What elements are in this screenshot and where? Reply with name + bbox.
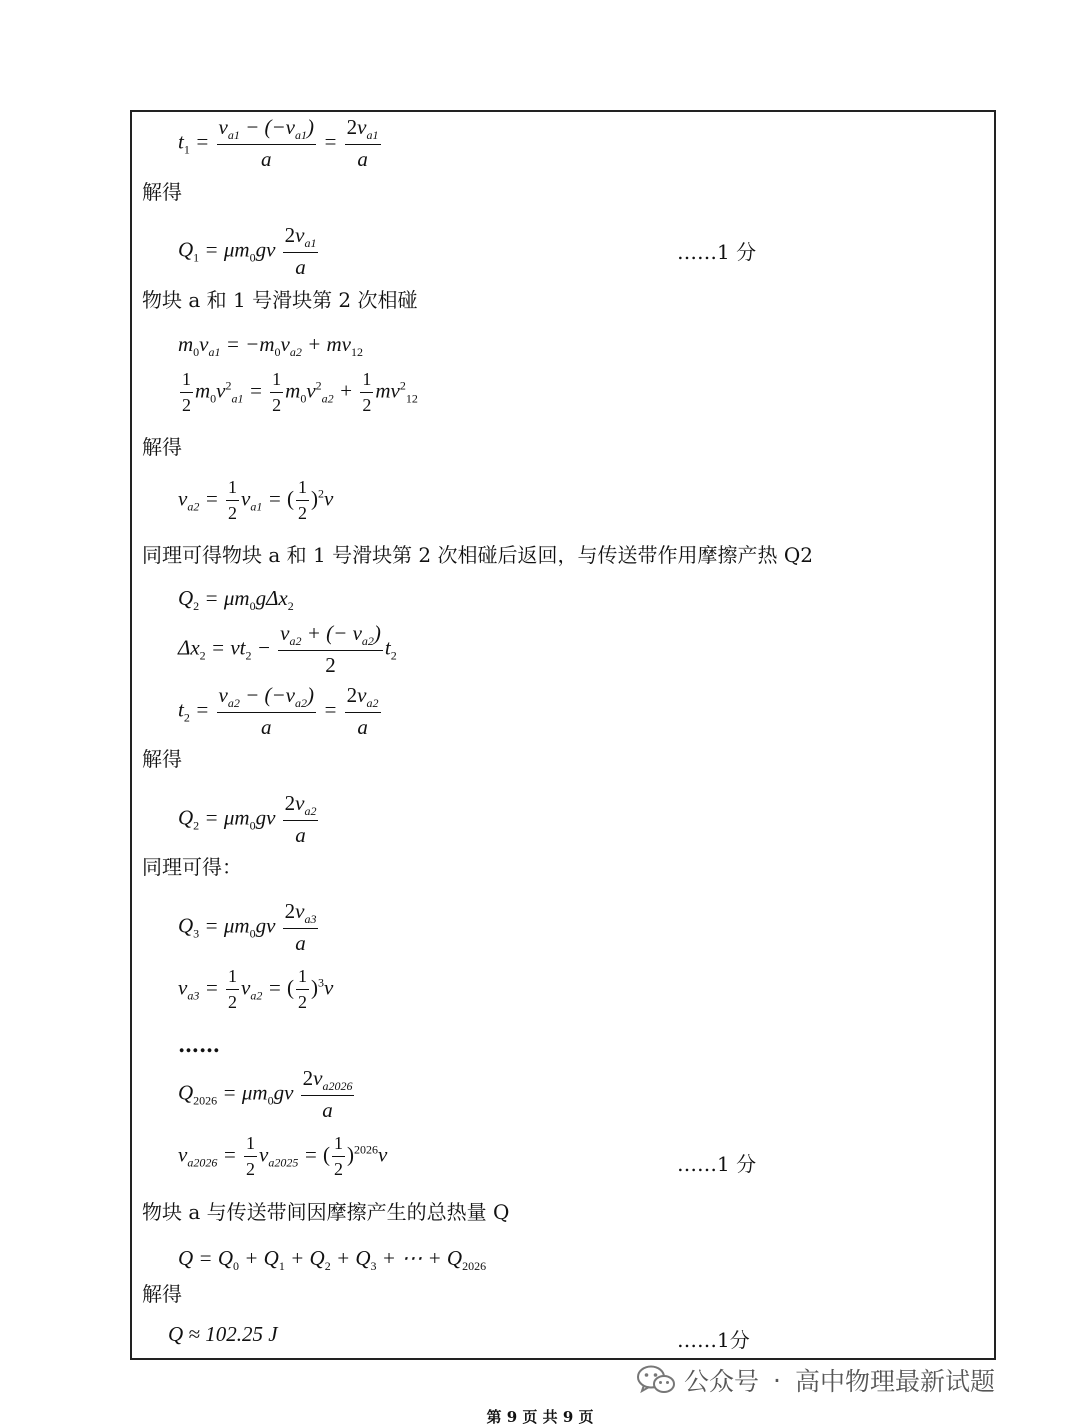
- formula-va3: $v_{a3}$ = $\frac{1}{2}$ $v_{a2}$ = ( $\frac{1}{2}$ )$^3$v: [178, 966, 334, 1012]
- formula-q2-dx: $Q_2 = \mu m_0g\Delta x_2$: [178, 586, 294, 613]
- similar-q2-heading: 同理可得物块 a 和 1 号滑块第 2 次相碰后返回，与传送带作用摩擦产热 Q2: [142, 543, 813, 567]
- wechat-watermark: [636, 1362, 995, 1398]
- solve-label: 解得: [142, 180, 182, 204]
- formula-t2: $t_2$ = $\frac{v_{a2} - (-v_{a2})}{a}$ = $\frac{2v_{a2}}{a}$: [178, 683, 379, 740]
- answer-sheet: [130, 110, 996, 1360]
- score-label: ……1分: [677, 1328, 750, 1352]
- formula-total-q: $Q = Q_0 + Q_1 + Q_2 + Q_3$ + ⋯ + $Q_{2026}$: [178, 1246, 487, 1273]
- formula-energy: $\frac{1}{2}$ $m_0v^2_{a1}$ = $\frac{1}{2}$ $m_0v^2_{a2}$ + $\frac{1}{2}$ $mv^2_{12}$: [182, 369, 418, 415]
- formula-q1: $Q_1 = \mu m_0gv$ $\frac{2v_{a1}}{a}$: [178, 223, 317, 280]
- solve-label: 解得: [142, 435, 182, 459]
- watermark-name: 高中物理最新试题: [794, 1367, 995, 1396]
- page-footer: 第 9 页 共 9 页: [486, 1408, 594, 1426]
- formula-q2: $Q_2 = \mu m_0gv$ $\frac{2v_{a2}}{a}$: [178, 791, 317, 848]
- total-heat-heading: 物块 a 与传送带间因摩擦产生的总热量 Q: [142, 1200, 510, 1224]
- solve-label: 解得: [142, 747, 182, 771]
- score-label: ……1 分: [677, 1152, 757, 1176]
- result-value: Q ≈ 102.25 J: [168, 1322, 278, 1346]
- formula-momentum: $m_0v_{a1} = -m_0v_{a2} + mv_{12}$: [178, 332, 364, 359]
- watermark-label: 公众号: [684, 1367, 760, 1396]
- formula-va2: $v_{a2}$ = $\frac{1}{2}$ $v_{a1}$ = ( $\frac{1}{2}$ )$^2$v: [178, 477, 334, 523]
- collision-heading: 物块 a 和 1 号滑块第 2 次相碰: [142, 288, 418, 312]
- watermark-separator: ·: [773, 1365, 781, 1395]
- ellipsis-row: ……: [178, 1032, 220, 1057]
- formula-t1: $t_1$ = $\frac{v_{a1} - (-v_{a1})}{a}$ = $\frac{2v_{a1}}{a}$: [178, 115, 379, 172]
- formula-q3: $Q_3 = \mu m_0gv$ $\frac{2v_{a3}}{a}$: [178, 899, 317, 956]
- formula-dx2: $\Delta x_2 = vt_2$ − $\frac{v_{a2} + (- v_{a2})}{2}$ $t_2$: [178, 621, 397, 678]
- wechat-icon: [636, 1364, 676, 1396]
- score-label: ……1 分: [677, 240, 757, 264]
- formula-q2026: $Q_{2026} = \mu m_0gv$ $\frac{2v_{a2026}}{a}$: [178, 1066, 353, 1123]
- solve-label: 解得: [142, 1282, 182, 1306]
- formula-va2026: $v_{a2026}$ = $\frac{1}{2}$ $v_{a2025}$ = ( $\frac{1}{2}$ )$^{2026}$v: [178, 1133, 388, 1179]
- similar-heading: 同理可得：: [142, 855, 242, 879]
